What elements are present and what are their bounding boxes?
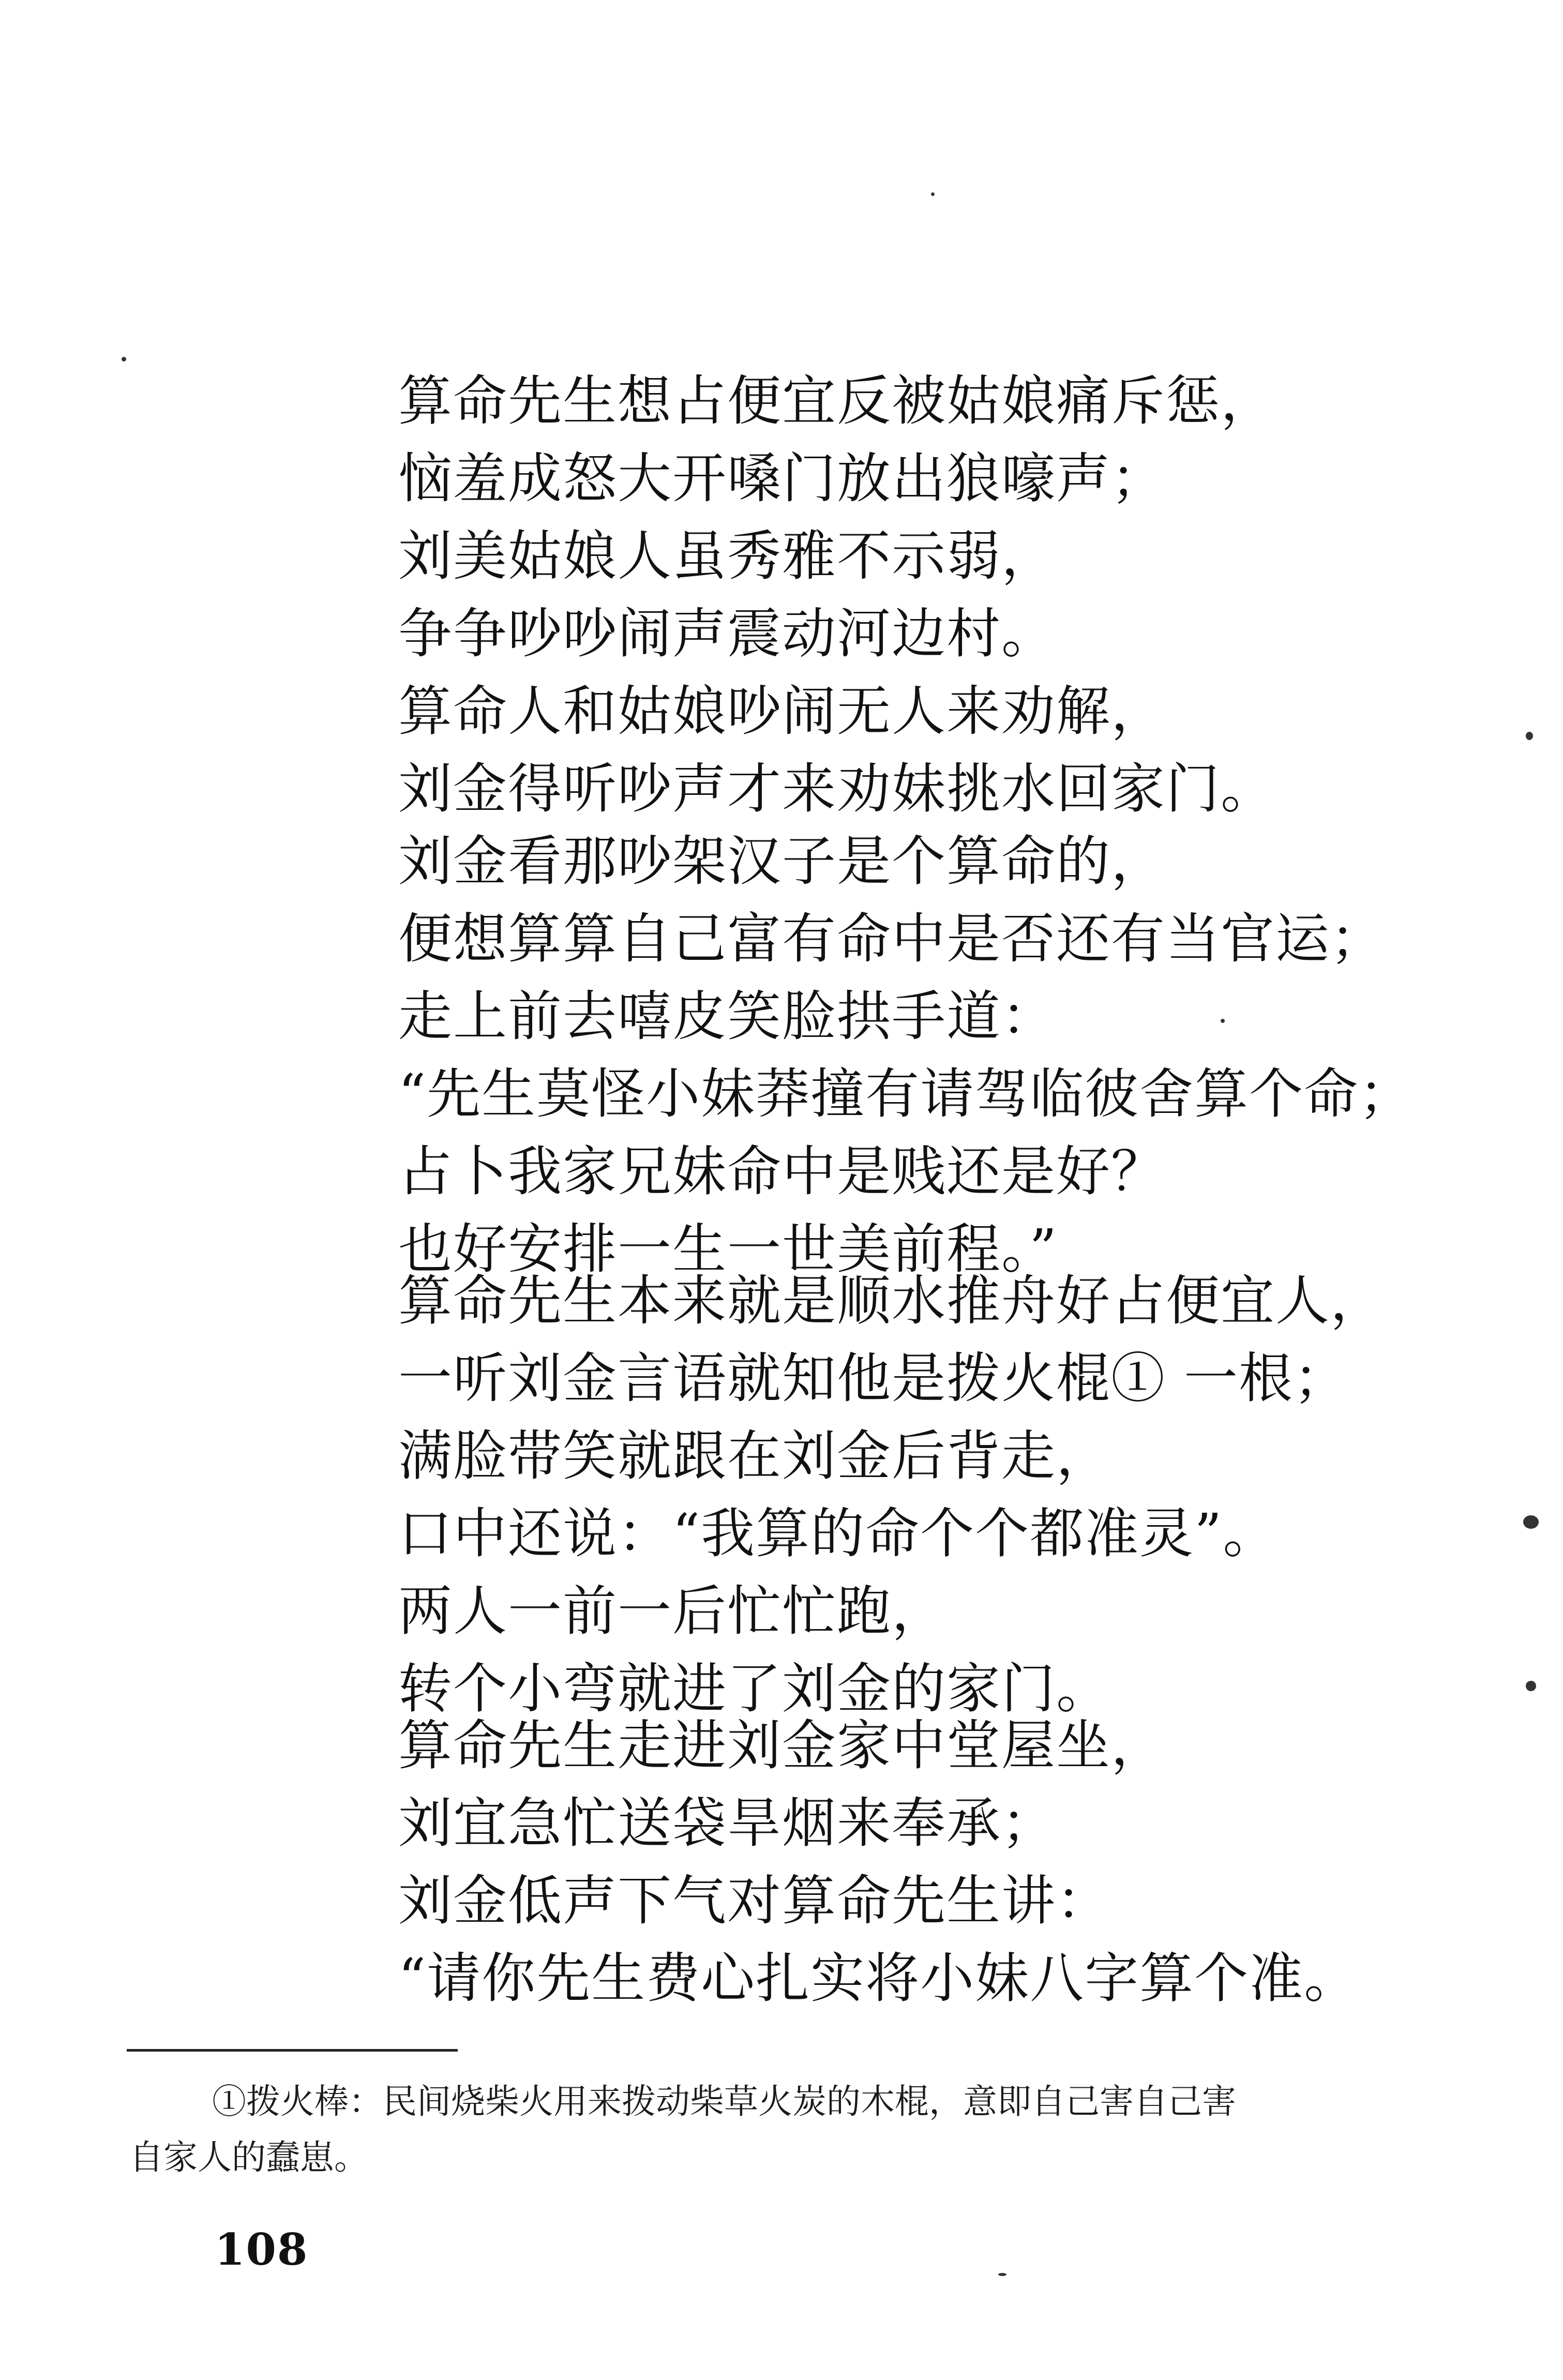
verse-line: 争争吵吵闹声震动河边村。	[398, 602, 1057, 665]
footnote-divider	[127, 2049, 458, 2052]
footnote-line: 自家人的蠢崽。	[129, 2137, 368, 2177]
verse-line: 刘金低声下气对算命先生讲：	[398, 1869, 1111, 1932]
verse-line: 算命先生本来就是顺水推舟好占便宜人，	[398, 1269, 1386, 1332]
verse-line: 恼羞成怒大开嗓门放出狼嚎声；	[398, 447, 1166, 510]
verse-line: 满脸带笑就跟在刘金后背走，	[398, 1424, 1111, 1487]
scan-speck	[1526, 1681, 1536, 1691]
stanza-4	[398, 1707, 1359, 2017]
scan-speck	[122, 357, 126, 361]
verse-line: 走上前去嘻皮笑脸拱手道：	[398, 985, 1057, 1048]
verse-line: 也好安排一生一世美前程。”	[398, 1217, 1058, 1281]
page-number: 108	[215, 2224, 309, 2275]
verse-line: 刘美姑娘人虽秀雅不示弱，	[398, 524, 1057, 588]
stanza-3	[398, 1262, 1385, 1727]
scan-speck	[998, 2273, 1006, 2276]
stanza-2	[398, 822, 1414, 1288]
verse-line: “先生莫怪小妹莽撞有请驾临彼舍算个命；	[398, 1062, 1414, 1125]
verse-line: 刘宜急忙送袋旱烟来奉承；	[398, 1791, 1057, 1855]
verse-line: 占卜我家兄妹命中是贱还是好？	[398, 1140, 1166, 1203]
scan-speck	[1526, 732, 1533, 740]
scan-speck	[1523, 1515, 1539, 1529]
footnote	[129, 2074, 1433, 2186]
verse-line: 两人一前一后忙忙跑，	[398, 1579, 947, 1643]
scan-speck	[1221, 1019, 1225, 1023]
verse-line: 便想算算自己富有命中是否还有当官运；	[398, 907, 1386, 970]
verse-line: 算命先生走进刘金家中堂屋坐，	[398, 1714, 1166, 1777]
verse-line: 算命人和姑娘吵闹无人来劝解，	[398, 680, 1166, 743]
verse-line: 口中还说：“我算的命个个都准灵”。	[398, 1502, 1278, 1565]
verse-line: 一听刘金言语就知他是拨火棍① 一根；	[398, 1347, 1349, 1410]
verse-line: 转个小弯就进了刘金的家门。	[398, 1657, 1111, 1720]
stanza-1	[398, 362, 1275, 827]
verse-line: 算命先生想占便宜反被姑娘痛斥惩，	[398, 369, 1276, 432]
scan-speck	[931, 192, 935, 196]
verse-line: 刘金得听吵声才来劝妹挑水回家门。	[398, 757, 1276, 820]
verse-line: 刘金看那吵架汉子是个算命的，	[398, 830, 1166, 893]
verse-line: “请你先生费心扎实将小妹八字算个准。	[398, 1947, 1359, 2010]
footnote-line: ①拨火棒：民间烧柴火用来拨动柴草火炭的木棍，意即自己害自己害	[212, 2082, 1236, 2121]
